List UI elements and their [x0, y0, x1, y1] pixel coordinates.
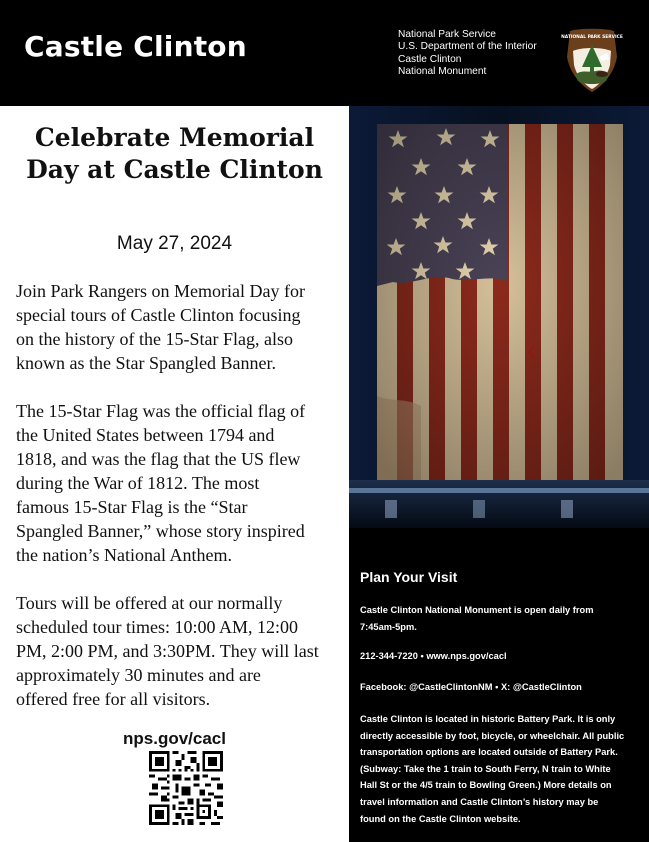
- text-line: during the War of 1812. The most: [16, 473, 260, 493]
- text-line: 7:45am-5pm.: [360, 621, 417, 632]
- website-url[interactable]: nps.gov/cacl: [123, 729, 226, 748]
- fifteen-star-flag-photo: [349, 106, 649, 528]
- site-title: Castle Clinton: [24, 30, 247, 63]
- text-line: directly accessible by foot, bicycle, or wheelchair. All public: [360, 730, 625, 741]
- page-header: [0, 0, 649, 106]
- text-line: famous 15-Star Flag is the “Star: [16, 497, 248, 517]
- text-line: The 15-Star Flag was the official flag of: [16, 401, 306, 421]
- text-line: (Subway: Take the 1 train to South Ferry, N train to White: [360, 763, 611, 774]
- plan-visit-panel: [349, 528, 649, 842]
- text-line: the nation’s National Anthem.: [16, 545, 232, 565]
- text-line[interactable]: Facebook: @CastleClintonNM • X: @CastleClinton: [360, 682, 582, 692]
- badge-text: NATIONAL PARK SERVICE: [561, 35, 623, 40]
- paragraph-tours: [16, 591, 344, 711]
- event-title-line: Day at Castle Clinton: [26, 155, 323, 184]
- contact-info[interactable]: [360, 648, 507, 665]
- agency-line: U.S. Department of the Interior: [398, 41, 537, 53]
- event-title: [0, 122, 349, 186]
- text-line: Spangled Banner,” whose story inspired: [16, 521, 305, 541]
- directions-info: [360, 711, 624, 827]
- text-line: Castle Clinton National Monument is open daily from: [360, 605, 594, 615]
- text-line: scheduled tour times: 10:00 AM, 12:00: [16, 617, 298, 637]
- text-line: 1818, and was the flag that the US flew: [16, 449, 301, 469]
- text-line: approximately 30 minutes and are: [16, 665, 261, 685]
- text-line: special tours of Castle Clinton focusing: [16, 305, 301, 325]
- text-line: travel information and Castle Clinton’s history may be: [360, 796, 599, 807]
- text-line: Join Park Rangers on Memorial Day for: [16, 281, 305, 301]
- plan-visit-heading: Plan Your Visit: [360, 569, 458, 585]
- text-line: found on the Castle Clinton website.: [360, 813, 521, 824]
- agency-line: National Monument: [398, 65, 487, 77]
- event-title-line: Celebrate Memorial: [34, 123, 315, 152]
- agency-line: National Park Service: [398, 29, 496, 40]
- paragraph-intro: [16, 279, 344, 375]
- text-line: Castle Clinton is located in historic Battery Park. It is only: [360, 714, 616, 724]
- event-date: May 27, 2024: [116, 233, 233, 254]
- social-info[interactable]: [360, 679, 582, 696]
- text-line: offered free for all visitors.: [16, 689, 211, 709]
- paragraph-history: [16, 399, 344, 567]
- text-line: on the history of the 15-Star Flag, also: [16, 329, 293, 349]
- event-description: [16, 279, 344, 735]
- qr-code-icon[interactable]: [149, 751, 223, 825]
- nps-arrowhead-icon: [561, 27, 623, 93]
- text-line[interactable]: 212-344-7220 • www.nps.gov/cacl: [360, 651, 507, 661]
- text-line: the United States between 1794 and: [16, 425, 275, 445]
- text-line: transportation options are located outside of Battery Park.: [360, 747, 618, 758]
- agency-block: [398, 29, 537, 78]
- agency-line: Castle Clinton: [398, 53, 462, 65]
- text-line: Tours will be offered at our normally: [16, 593, 283, 613]
- hours-info: [360, 602, 593, 635]
- text-line: Hall St or the 4/5 train to Bowling Green.) More details on: [360, 780, 612, 791]
- text-line: PM, 2:00 PM, and 3:30PM. They will last: [16, 641, 319, 661]
- text-line: known as the Star Spangled Banner.: [16, 353, 276, 373]
